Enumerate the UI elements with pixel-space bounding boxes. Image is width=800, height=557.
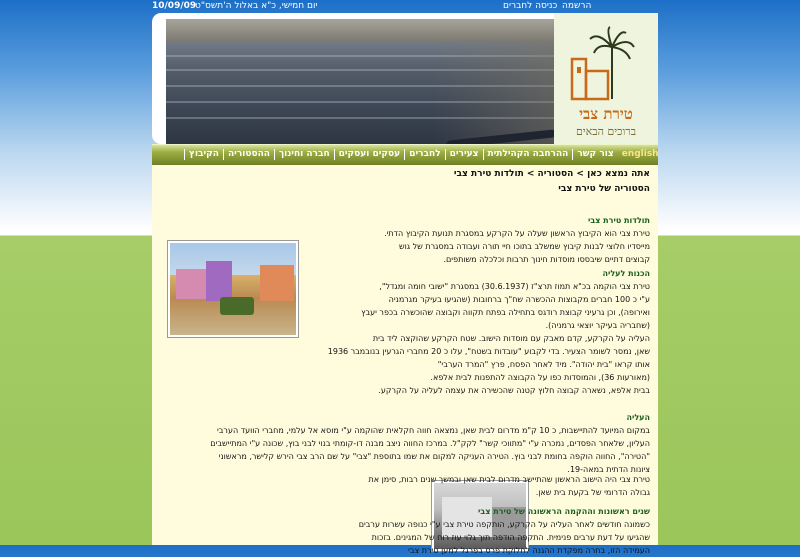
nav-items bbox=[184, 149, 663, 160]
history-article bbox=[320, 213, 650, 397]
main-content bbox=[152, 165, 658, 555]
article-line: ע"י כ 100 חברים מקבוצות ההכשרה שח"ך ברחובות (שהגיעו בעיקר מגרמניה bbox=[388, 295, 650, 304]
article-line: העמידה הזו, בחרה מפקדת ההגנה לחלוקת פרס בפרגל למען טירת צבי bbox=[408, 546, 650, 555]
current-date: 10/09/09 bbox=[152, 1, 197, 11]
article-line: אותו קראו "בית יהודה". מיד לאחר הפסח, פרץ "המרד הערבי" bbox=[437, 360, 650, 369]
article-line: מייסדיו חלוצי לבנות קיבוץ שמשלב בתוכו חיי תורה ועבודה במסגרת של גוש bbox=[398, 242, 650, 251]
nav-item-english[interactable]: english bbox=[621, 149, 659, 159]
article-line: ציונות הדתית במאה-19. bbox=[567, 465, 650, 474]
heading-aliyah: העליה bbox=[626, 413, 650, 422]
breadcrumb: אתה נמצא כאן > הסטוריה > תולדות טירת צבי bbox=[453, 169, 650, 179]
site-header bbox=[152, 13, 658, 144]
article-line: בבית אלפא, נשארה קבוצה חלוץ קטנה שהכשירה את עצמה לעליה על הקרקע. bbox=[378, 386, 650, 395]
historic-street-illustration bbox=[168, 241, 298, 337]
article-line: "הטירה", החווה הוקפה בחומת לבני בוץ. הטירה העניקה למקום את שמו בתוספת "צבי" על שם הרב צבי הירש קלישר, מראשוני bbox=[218, 452, 650, 461]
header-banner-photo bbox=[166, 19, 554, 145]
nav-item-history[interactable]: ההסטוריה bbox=[223, 149, 274, 160]
article-line: טירת צבי הוקמה בכ"א תמוז תרצ"ז (30.6.1937) במסגרת "ישובי חומה ומגדל", bbox=[379, 282, 650, 291]
article-line: קבוצים דתיים שיבססו מוסדות חינוך תרבות וכלכלה משותפים. bbox=[443, 255, 650, 264]
section-first-years bbox=[295, 473, 650, 557]
nav-item-contact[interactable]: צור קשר bbox=[572, 149, 617, 160]
article-line: שאן, נמסר לשומר הצעיר. בדי לקבוע "עובדות בשטח", עלו כ 20 מחברי הגרעין בנובמבר 1936 bbox=[327, 347, 650, 356]
article-line: ואירופה), וכן גרעיני קבוצת רודגס בתחילה בפתח תקווה וקבוצה שהוכשרה בכפר יעבץ bbox=[361, 308, 650, 317]
heading-history: תולדות טירת צבי bbox=[587, 216, 650, 225]
logo-subtitle: ברוכים הבאים bbox=[575, 125, 637, 138]
members-login-link[interactable]: כניסה לחברים bbox=[503, 1, 558, 11]
article-line: (מאורעות 36), והמוסדות כפו על הקבוצה להתפנות לבית אלפא. bbox=[430, 373, 650, 382]
register-link[interactable]: הרשמה bbox=[562, 1, 592, 11]
nav-item-members[interactable]: לחברים bbox=[404, 149, 444, 160]
heading-first-years: שנים ראשונות וההקמה הראשונה של טירת צבי bbox=[477, 507, 650, 516]
article-line: שהגיעו על דעת ערבים פנימית. התקפה הודפה תוך גלוי עוז רוח של המגינים. בזכות bbox=[371, 533, 650, 542]
top-bar bbox=[0, 0, 800, 14]
article-line: במקום המיועד להתיישבות, כ 10 ק"מ מדרום לבית שאן, נמצאה חווה חקלאית שהוקמה ע"י מוסא אל עלמי, מחברי הוועד הערבי bbox=[217, 426, 650, 435]
palm-tower-icon bbox=[568, 29, 644, 105]
heading-preparations: הכנות לעליה bbox=[602, 269, 650, 278]
article-line: העליון, שלאחר הפסדים, נמכרה ע"י "מתווכי קשר" לקק"ל. במרכז החווה ניצב מבנה דו-קומתי בנוי לבני בוץ, שכונה ע"י המתיישבים bbox=[210, 439, 650, 448]
article-line: גבולה הדרומי של בקעת בית שאן. bbox=[535, 488, 650, 497]
nav-item-youth[interactable]: צעירים bbox=[445, 149, 483, 160]
logo-title: טירת צבי bbox=[579, 105, 633, 123]
nav-item-society[interactable]: חברה וחינוך bbox=[274, 149, 334, 160]
main-nav bbox=[152, 144, 658, 165]
page-title: הסטוריה של טירת צבי bbox=[558, 184, 650, 194]
section-aliyah bbox=[160, 411, 650, 476]
site-logo[interactable] bbox=[554, 13, 658, 144]
nav-item-kibbutz[interactable]: הקיבוץ bbox=[184, 149, 223, 160]
article-line: העליה על הקרקע, קדם מאבק עם מוסדות הישוב. שטח הקרקע שהוקצה ליד בית bbox=[372, 334, 650, 343]
hebrew-date: יום חמישי, כ"א באלול ה'תשס"ט bbox=[195, 1, 318, 11]
article-line: טירת צבי היה הישוב הראשון שהתיישב מדרום לבית שאן ובמשך שנים רבות, סימן את bbox=[368, 475, 650, 484]
article-line: כשמונה חודשים לאחר העליה על הקרקע, הותקפה טירת צבי ע"י כנופה עשרות ערבים bbox=[358, 520, 650, 529]
page-wrapper bbox=[152, 13, 659, 555]
nav-item-expansion[interactable]: ההרחבה הקהילתית bbox=[483, 149, 573, 160]
article-line: (שחבריה בעיקר יוצאי גרמניה). bbox=[545, 321, 650, 330]
article-line: טירת צבי הוא הקיבוץ הראשון שעלה על הקרקע במסגרת תנועת הקיבוץ הדתי. bbox=[384, 229, 650, 238]
nav-item-business[interactable]: עסקים ועסקים bbox=[334, 149, 405, 160]
banner-shore bbox=[166, 19, 554, 41]
